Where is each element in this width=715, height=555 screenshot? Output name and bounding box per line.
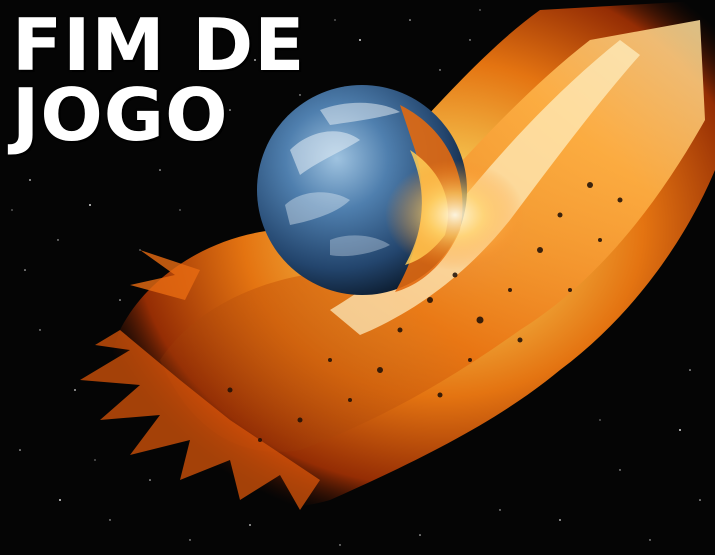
headline-line-2: JOGO — [12, 73, 229, 157]
headline-line-1: FIM DE — [12, 3, 306, 87]
impact-glow — [385, 160, 525, 270]
headline-title — [12, 3, 306, 157]
